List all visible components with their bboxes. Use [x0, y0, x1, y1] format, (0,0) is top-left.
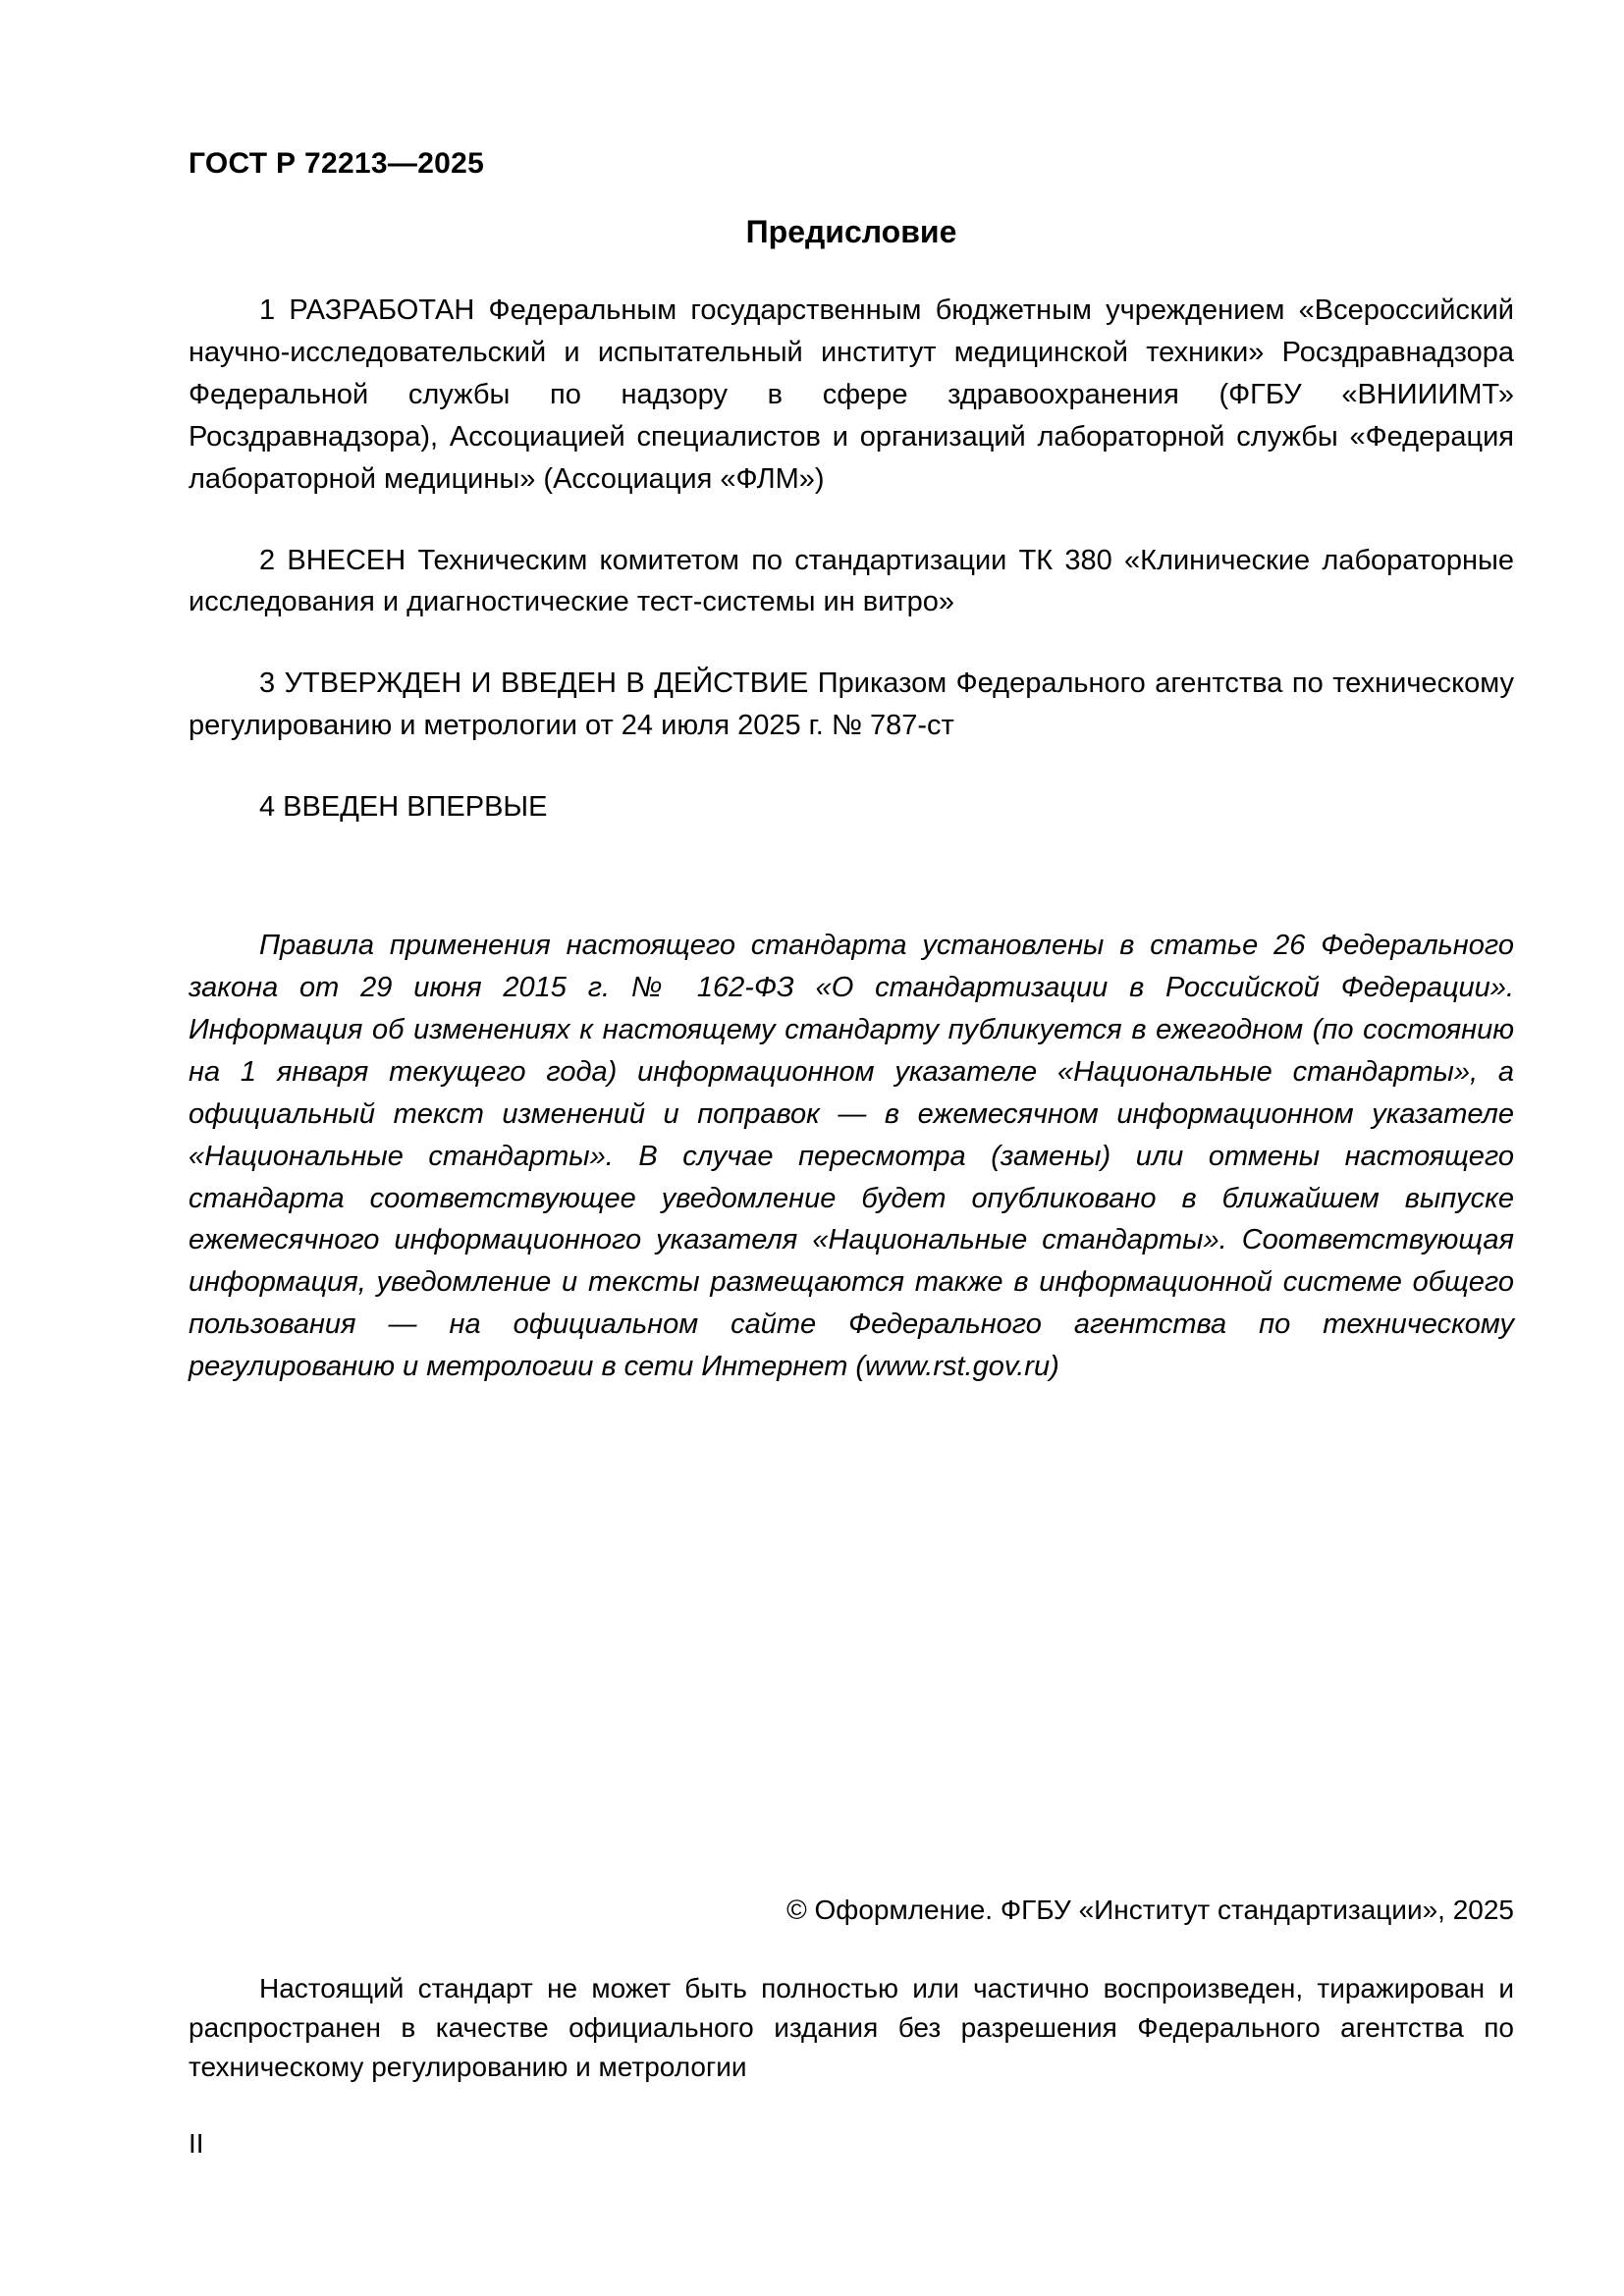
preface-item-3: 3 УТВЕРЖДЕН И ВВЕДЕН В ДЕЙСТВИЕ Приказом Федерального агентства по техническому регулированию и метрологии от 24 июля 2025 г. № 787-ст — [189, 667, 1514, 742]
preface-item-2: 2 ВНЕСЕН Техническим комитетом по стандартизации ТК 380 «Клинические лабораторные исследования и диагностические тест-системы ин витро» — [189, 544, 1514, 618]
legal-application-notice: Правила применения настоящего стандарта установлены в статье 26 Федерального закона от 29 июня 2015 г. № 162-ФЗ «О стандартизации в Российской Федерации». Информация об изменениях к настоящему стандарту публикуется в ежегодном (по состоянию на 1 января текущего года) информационном указателе «Национальные стандарты», а официальный текст изменений и поправок — в ежемесячном информационном указателе «Национальные стандарты». В случае пересмотра (замены) или отмены настоящего стандарта соответствующее уведомление будет опубликовано в ближайшем выпуске ежемесячного информационного указателя «Национальные стандарты». Соответствующая информация, уведомление и тексты размещаются также в информационной системе общего пользования — на официальном сайте Федерального агентства по техническому регулированию и метрологии в сети Интернет (www.rst.gov.ru) — [189, 930, 1514, 1383]
copyright-line: © Оформление. ФГБУ «Институт стандартизации», 2025 — [786, 1895, 1514, 1925]
standard-designation: ГОСТ Р 72213—2025 — [189, 147, 485, 180]
page-content — [189, 147, 1514, 1388]
preface-item-1: 1 РАЗРАБОТАН Федеральным государственным бюджетным учреждением «Всероссийский научно-исследовательский и испытательный институт медицинской техники» Росздравнадзора Федеральной службы по надзору в сфере здравоохранения (ФГБУ «ВНИИИМТ» Росздравнадзора), Ассоциацией специалистов и организаций лабораторной службы «Федерация лабораторной медицины» (Ассоциация «ФЛМ») — [189, 294, 1514, 495]
page-number: II — [189, 2128, 204, 2159]
page-footer — [189, 1895, 1514, 2086]
preface-item-4: 4 ВВЕДЕН ВПЕРВЫЕ — [259, 791, 548, 824]
distribution-notice: Настоящий стандарт не может быть полностью или частично воспроизведен, тиражирован и распространен в качестве официального издания без разрешения Федерального агентства по техническому регулированию и метрологии — [189, 1973, 1514, 2082]
preface-title: Предисловие — [745, 214, 957, 249]
